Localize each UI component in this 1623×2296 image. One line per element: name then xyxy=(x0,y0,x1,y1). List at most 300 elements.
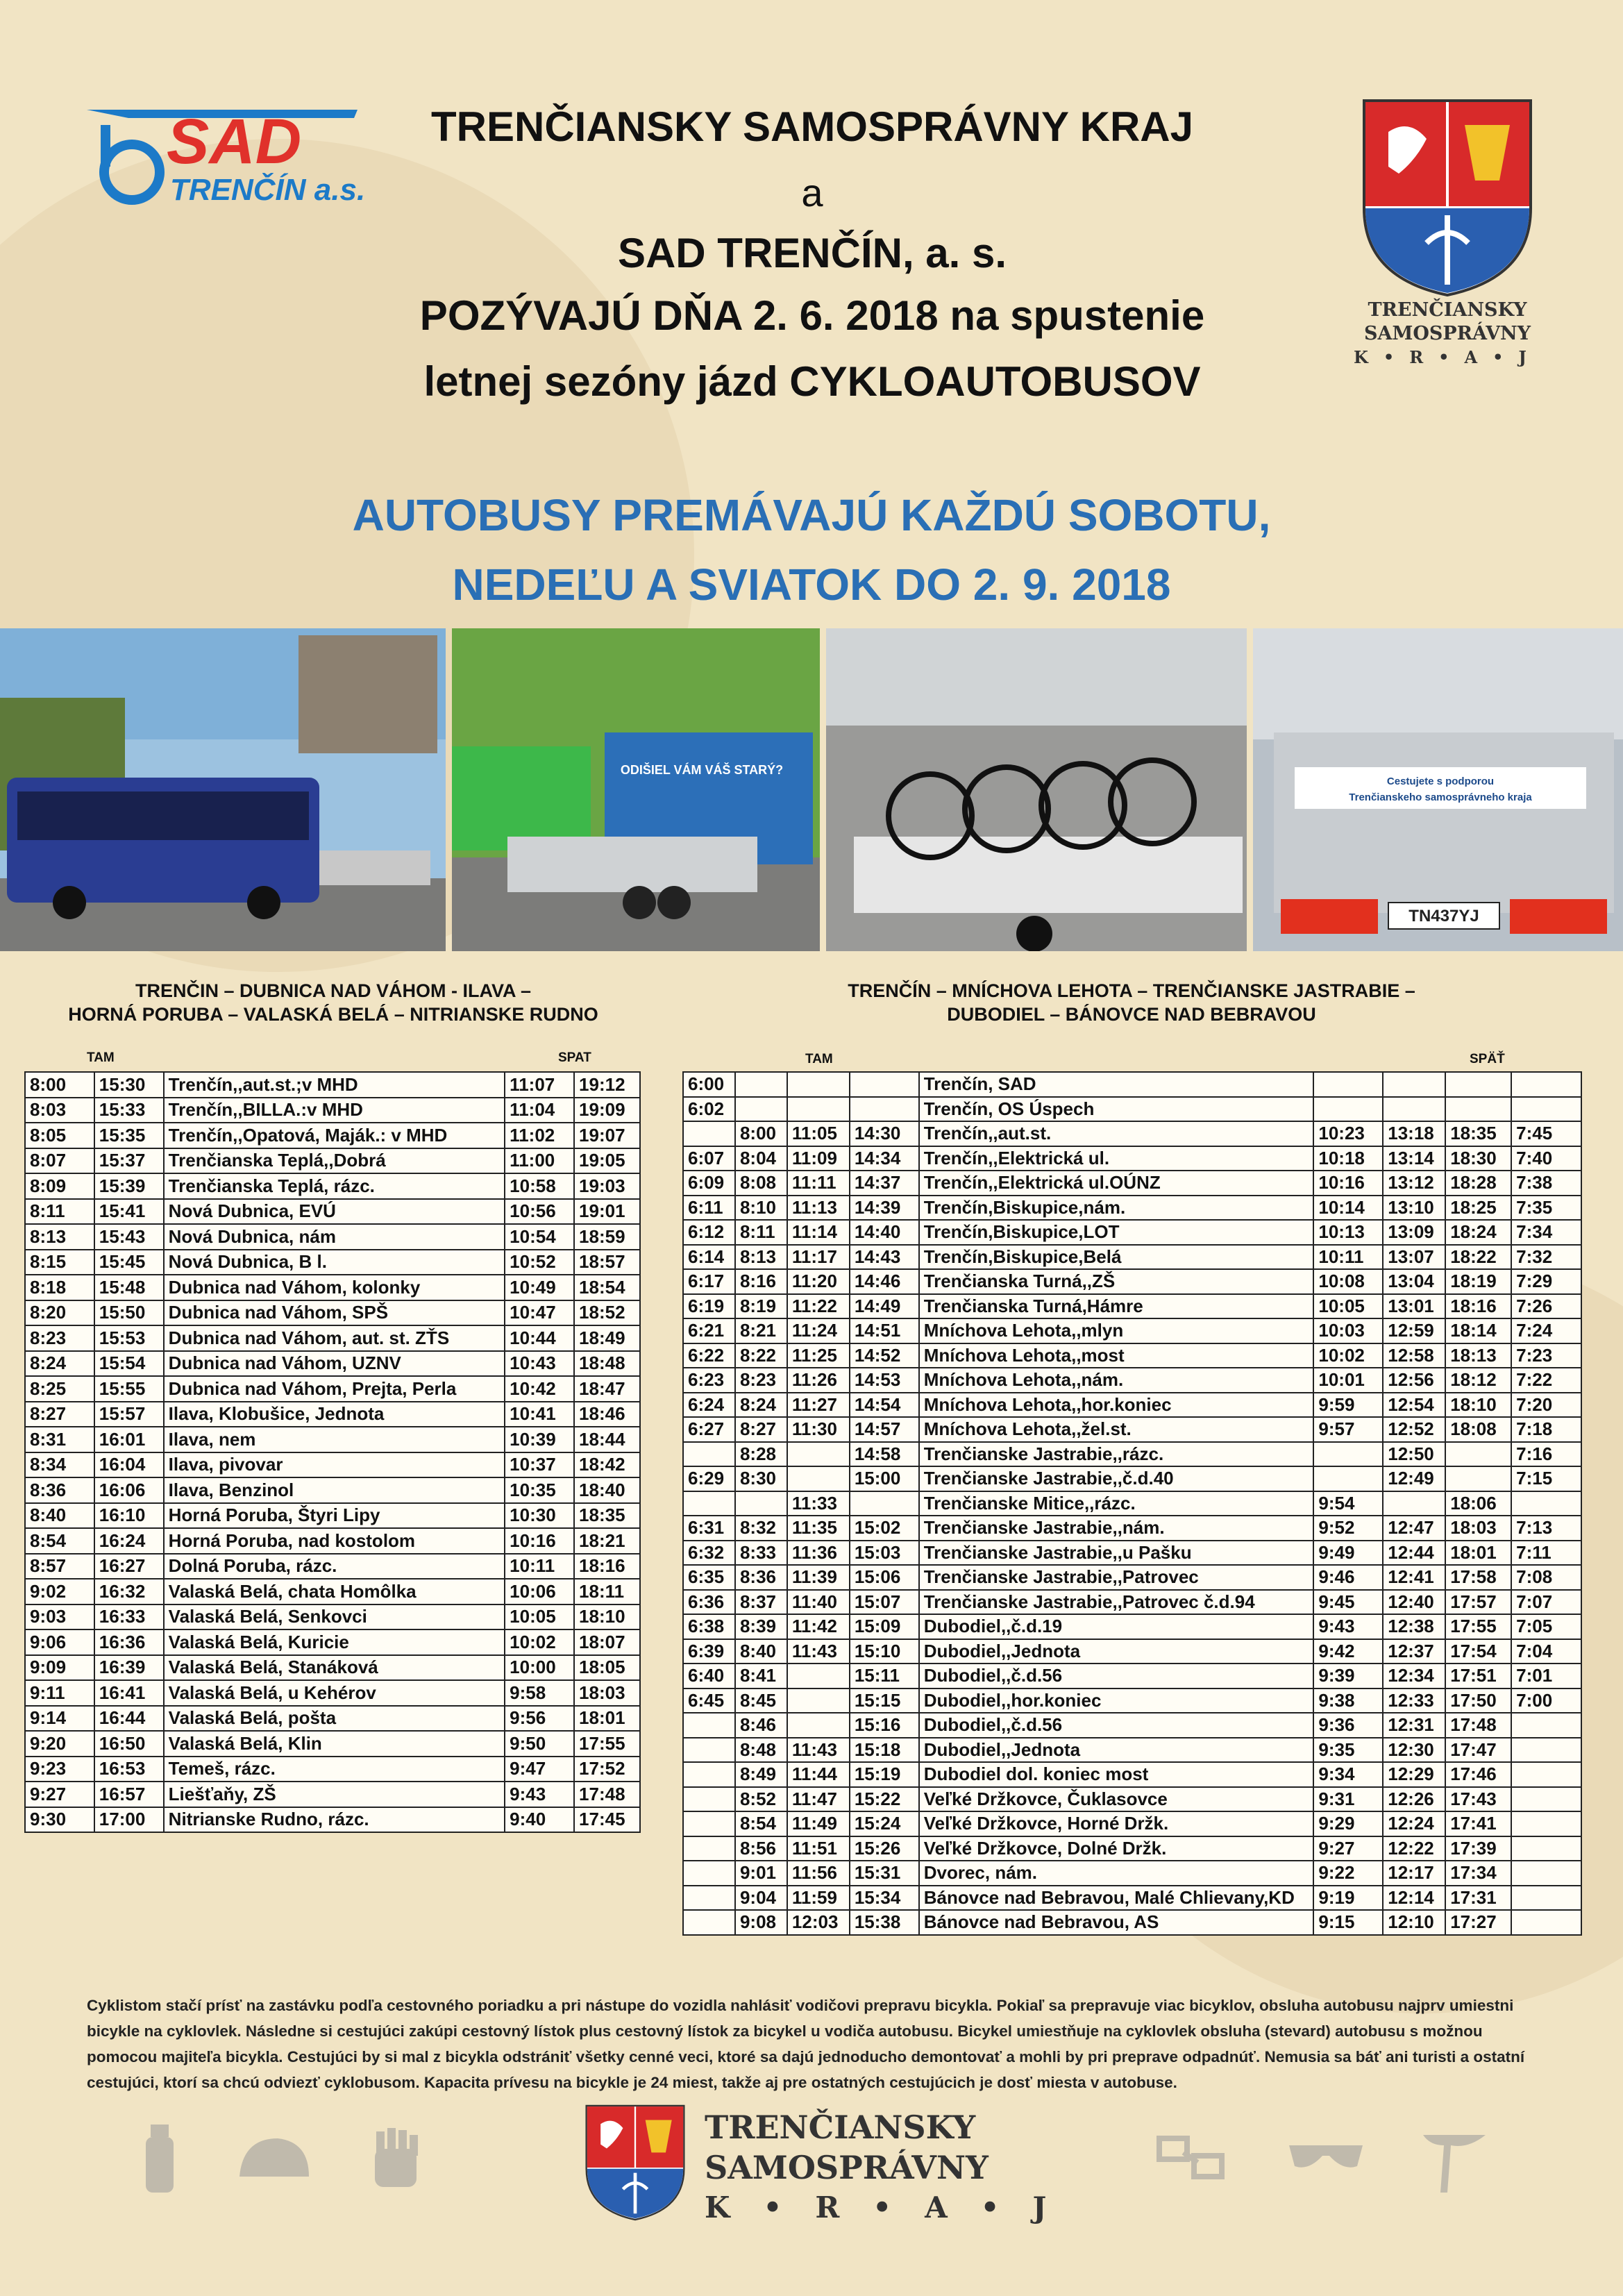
route2-time: 17:55 xyxy=(1445,1614,1511,1639)
route1-time: 10:58 xyxy=(505,1173,574,1199)
route1-row xyxy=(25,1351,640,1377)
route1-time: 17:55 xyxy=(574,1731,640,1757)
sad-logo-text: SAD xyxy=(167,106,302,177)
route2-time: 9:46 xyxy=(1313,1565,1383,1590)
route2-time: 15:16 xyxy=(850,1713,919,1738)
route2-time: 14:51 xyxy=(850,1318,919,1343)
route1-row xyxy=(25,1427,640,1452)
route1-time: 10:06 xyxy=(505,1579,574,1604)
route2-row xyxy=(683,1590,1581,1615)
pump-icon xyxy=(1420,2131,1489,2197)
route2-row xyxy=(683,1689,1581,1713)
route2-time: 6:45 xyxy=(683,1689,735,1713)
route1-row xyxy=(25,1477,640,1503)
route2-time: 9:52 xyxy=(1313,1516,1383,1541)
route2-time: 9:57 xyxy=(1313,1417,1383,1442)
route2-time: 8:41 xyxy=(735,1664,787,1689)
route2-time: 12:31 xyxy=(1383,1713,1445,1738)
route2-time: 8:11 xyxy=(735,1220,787,1245)
route2-time: 11:33 xyxy=(787,1491,850,1516)
route2-stop-name: Trenčianske Mitice,,rázc. xyxy=(919,1491,1314,1516)
route2-time: 7:11 xyxy=(1511,1541,1581,1566)
route2-time: 14:49 xyxy=(850,1294,919,1319)
route2-timetable xyxy=(682,1071,1582,1936)
route2-time: 15:02 xyxy=(850,1516,919,1541)
route2-stop-name: Dubodiel,,hor.koniec xyxy=(919,1689,1314,1713)
route1-time: 11:07 xyxy=(505,1072,574,1098)
route1-time: 16:01 xyxy=(94,1427,164,1452)
route2-time: 12:37 xyxy=(1383,1639,1445,1664)
route1-time: 15:43 xyxy=(94,1224,164,1250)
route1-time: 18:42 xyxy=(574,1452,640,1478)
route2-time: 12:56 xyxy=(1383,1368,1445,1393)
route2-stop-name: Veľké Držkovce, Dolné Držk. xyxy=(919,1836,1314,1861)
route1-time: 10:49 xyxy=(505,1275,574,1300)
route1-row xyxy=(25,1173,640,1199)
route1-row xyxy=(25,1402,640,1427)
route2-time xyxy=(735,1097,787,1122)
route2-time: 15:22 xyxy=(850,1787,919,1812)
route2-time: 8:36 xyxy=(735,1565,787,1590)
route1-stop-name: Trenčín,,Opatová, Maják.: v MHD xyxy=(164,1123,505,1148)
route1-time: 9:56 xyxy=(505,1706,574,1732)
route2-time: 17:51 xyxy=(1445,1664,1511,1689)
photo-bike-trailer xyxy=(452,628,820,951)
footer-name-line-3: K•R•A•J xyxy=(705,2190,1080,2224)
route2-label-tam: TAM xyxy=(805,1052,833,1066)
route1-time: 8:23 xyxy=(25,1325,94,1351)
route2-title xyxy=(680,979,1583,1026)
route2-time xyxy=(1511,1491,1581,1516)
route2-time: 8:10 xyxy=(735,1196,787,1221)
route2-time xyxy=(850,1072,919,1097)
route2-time: 8:48 xyxy=(735,1738,787,1763)
route2-time: 7:04 xyxy=(1511,1639,1581,1664)
route2-row xyxy=(683,1713,1581,1738)
route2-time: 15:06 xyxy=(850,1565,919,1590)
route1-time: 18:44 xyxy=(574,1427,640,1452)
route2-time: 8:08 xyxy=(735,1171,787,1196)
route2-time: 7:08 xyxy=(1511,1565,1581,1590)
route1-time: 8:05 xyxy=(25,1123,94,1148)
route2-stop-name: Dubodiel,,Jednota xyxy=(919,1738,1314,1763)
route1-time: 15:57 xyxy=(94,1402,164,1427)
route2-row xyxy=(683,1861,1581,1886)
route1-stop-name: Ilava, Klobušice, Jednota xyxy=(164,1402,505,1427)
route2-row xyxy=(683,1417,1581,1442)
sad-logo-sub: TRENČÍN a.s. xyxy=(170,173,364,207)
route2-time: 6:31 xyxy=(683,1516,735,1541)
route2-time: 8:23 xyxy=(735,1368,787,1393)
route2-time: 15:03 xyxy=(850,1541,919,1566)
route1-time: 16:53 xyxy=(94,1757,164,1782)
route1-time: 9:14 xyxy=(25,1706,94,1732)
route2-time: 18:28 xyxy=(1445,1171,1511,1196)
route2-time: 8:39 xyxy=(735,1614,787,1639)
route2-time: 14:30 xyxy=(850,1121,919,1146)
route1-time: 15:54 xyxy=(94,1351,164,1377)
route2-time xyxy=(1511,1836,1581,1861)
route2-time: 9:45 xyxy=(1313,1590,1383,1615)
route2-time: 13:10 xyxy=(1383,1196,1445,1221)
route2-time: 18:30 xyxy=(1445,1146,1511,1171)
route1-stop-name: Trenčín,,BILLA.:v MHD xyxy=(164,1098,505,1123)
photo-bus-trencin xyxy=(0,628,446,951)
route2-row xyxy=(683,1121,1581,1146)
route2-time: 15:11 xyxy=(850,1664,919,1689)
route1-time: 19:01 xyxy=(574,1199,640,1225)
route2-time xyxy=(1511,1097,1581,1122)
route1-row xyxy=(25,1807,640,1833)
route2-time: 6:29 xyxy=(683,1466,735,1491)
route2-time: 8:30 xyxy=(735,1466,787,1491)
route1-time: 19:09 xyxy=(574,1098,640,1123)
route2-stop-name: Trenčín,Biskupice,Belá xyxy=(919,1245,1314,1270)
route2-time: 17:47 xyxy=(1445,1738,1511,1763)
route2-time: 13:18 xyxy=(1383,1121,1445,1146)
route1-time: 18:49 xyxy=(574,1325,640,1351)
route2-time xyxy=(735,1491,787,1516)
route1-time: 8:00 xyxy=(25,1072,94,1098)
route2-time xyxy=(787,1664,850,1689)
route2-time: 11:39 xyxy=(787,1565,850,1590)
route2-time: 8:33 xyxy=(735,1541,787,1566)
route2-time xyxy=(1313,1442,1383,1467)
route2-time: 8:27 xyxy=(735,1417,787,1442)
route1-time: 10:11 xyxy=(505,1554,574,1579)
route1-time: 8:25 xyxy=(25,1376,94,1402)
route2-row xyxy=(683,1836,1581,1861)
route2-time: 14:57 xyxy=(850,1417,919,1442)
route2-time: 7:26 xyxy=(1511,1294,1581,1319)
route1-row xyxy=(25,1528,640,1554)
route2-time: 6:35 xyxy=(683,1565,735,1590)
route2-row xyxy=(683,1072,1581,1097)
route2-time: 9:15 xyxy=(1313,1910,1383,1935)
route2-time: 11:36 xyxy=(787,1541,850,1566)
route2-time: 12:52 xyxy=(1383,1417,1445,1442)
route1-time: 10:39 xyxy=(505,1427,574,1452)
route2-time xyxy=(683,1836,735,1861)
route2-time: 11:43 xyxy=(787,1738,850,1763)
route2-time: 14:37 xyxy=(850,1171,919,1196)
header-line-2: a xyxy=(801,171,823,215)
route1-time: 18:16 xyxy=(574,1554,640,1579)
route2-time: 10:08 xyxy=(1313,1269,1383,1294)
route2-time: 8:56 xyxy=(735,1836,787,1861)
route1-row xyxy=(25,1579,640,1604)
route1-time: 10:05 xyxy=(505,1604,574,1630)
route1-time: 18:01 xyxy=(574,1706,640,1732)
route2-stop-name: Mníchova Lehota,,nám. xyxy=(919,1368,1314,1393)
route2-time: 7:23 xyxy=(1511,1343,1581,1368)
route1-time: 16:24 xyxy=(94,1528,164,1554)
route2-row xyxy=(683,1442,1581,1467)
route1-time: 15:55 xyxy=(94,1376,164,1402)
route2-time: 11:26 xyxy=(787,1368,850,1393)
route2-time: 8:21 xyxy=(735,1318,787,1343)
route1-time: 10:41 xyxy=(505,1402,574,1427)
header-line-4: POZÝVAJÚ DŇA 2. 6. 2018 na spustenie xyxy=(419,292,1205,339)
route2-time: 11:47 xyxy=(787,1787,850,1812)
route1-time: 18:11 xyxy=(574,1579,640,1604)
route2-stop-name: Mníchova Lehota,,hor.koniec xyxy=(919,1393,1314,1418)
route1-time: 8:07 xyxy=(25,1148,94,1174)
route2-time: 13:09 xyxy=(1383,1220,1445,1245)
route1-row xyxy=(25,1655,640,1681)
route1-time: 18:48 xyxy=(574,1351,640,1377)
route2-stop-name: Trenčianska Turná,Hámre xyxy=(919,1294,1314,1319)
photo-bikes-on-trailer xyxy=(826,628,1247,951)
route2-time: 6:38 xyxy=(683,1614,735,1639)
route2-time: 17:41 xyxy=(1445,1811,1511,1836)
route2-time: 9:43 xyxy=(1313,1614,1383,1639)
route2-time xyxy=(1511,1762,1581,1787)
route2-time: 11:05 xyxy=(787,1121,850,1146)
route2-time xyxy=(683,1861,735,1886)
route1-row xyxy=(25,1604,640,1630)
route2-time: 7:20 xyxy=(1511,1393,1581,1418)
route1-stop-name: Valaská Belá, Stanáková xyxy=(164,1655,505,1681)
route1-time: 16:27 xyxy=(94,1554,164,1579)
route2-row xyxy=(683,1466,1581,1491)
route2-time: 6:09 xyxy=(683,1171,735,1196)
route2-time: 10:23 xyxy=(1313,1121,1383,1146)
route1-row xyxy=(25,1123,640,1148)
route2-time: 12:54 xyxy=(1383,1393,1445,1418)
route1-time: 17:52 xyxy=(574,1757,640,1782)
route2-label-spat: SPÄŤ xyxy=(1470,1052,1505,1066)
route1-stop-name: Valaská Belá, pošta xyxy=(164,1706,505,1732)
route1-title xyxy=(21,979,646,1026)
route1-row xyxy=(25,1300,640,1326)
route2-time: 11:43 xyxy=(787,1639,850,1664)
route2-time: 12:24 xyxy=(1383,1811,1445,1836)
route2-row xyxy=(683,1318,1581,1343)
route2-time: 8:54 xyxy=(735,1811,787,1836)
route2-time: 6:40 xyxy=(683,1664,735,1689)
route1-time: 9:09 xyxy=(25,1655,94,1681)
route2-time: 11:11 xyxy=(787,1171,850,1196)
route2-time: 10:01 xyxy=(1313,1368,1383,1393)
route1-time: 15:48 xyxy=(94,1275,164,1300)
route1-time: 10:35 xyxy=(505,1477,574,1503)
route2-stop-name: Bánovce nad Bebravou, AS xyxy=(919,1910,1314,1935)
announcement-line-2: NEDEĽU A SVIATOK DO 2. 9. 2018 xyxy=(452,560,1171,610)
route2-title-line-2: DUBODIEL – BÁNOVCE NAD BEBRAVOU xyxy=(947,1004,1316,1025)
route1-stop-name: Nitrianske Rudno, rázc. xyxy=(164,1807,505,1833)
route2-time: 13:07 xyxy=(1383,1245,1445,1270)
sad-logo xyxy=(80,97,364,208)
route2-time: 10:13 xyxy=(1313,1220,1383,1245)
glove-icon xyxy=(368,2128,423,2194)
route1-time: 9:58 xyxy=(505,1680,574,1706)
route2-row xyxy=(683,1343,1581,1368)
route2-time: 13:14 xyxy=(1383,1146,1445,1171)
route1-stop-name: Valaská Belá, Kuricie xyxy=(164,1629,505,1655)
route1-stop-name: Valaská Belá, Senkovci xyxy=(164,1604,505,1630)
route2-stop-name: Trenčín, OS Úspech xyxy=(919,1097,1314,1122)
route2-time: 7:16 xyxy=(1511,1442,1581,1467)
route2-time: 14:54 xyxy=(850,1393,919,1418)
route1-row xyxy=(25,1098,640,1123)
route2-time: 9:19 xyxy=(1313,1886,1383,1911)
route1-label-tam: TAM xyxy=(87,1050,115,1065)
route1-time: 8:36 xyxy=(25,1477,94,1503)
route1-time: 9:02 xyxy=(25,1579,94,1604)
route2-time xyxy=(1445,1466,1511,1491)
route2-time: 14:52 xyxy=(850,1343,919,1368)
route2-row xyxy=(683,1491,1581,1516)
route2-time xyxy=(683,1442,735,1467)
route2-time: 12:50 xyxy=(1383,1442,1445,1467)
route2-stop-name: Trenčianske Jastrabie,,Patrovec xyxy=(919,1565,1314,1590)
route2-time: 6:36 xyxy=(683,1590,735,1615)
route2-time: 9:59 xyxy=(1313,1393,1383,1418)
route2-row xyxy=(683,1146,1581,1171)
route2-time: 8:37 xyxy=(735,1590,787,1615)
route2-stop-name: Trenčín,Biskupice,LOT xyxy=(919,1220,1314,1245)
route1-time: 18:59 xyxy=(574,1224,640,1250)
route2-time: 11:14 xyxy=(787,1220,850,1245)
route2-time: 17:34 xyxy=(1445,1861,1511,1886)
route2-time: 12:29 xyxy=(1383,1762,1445,1787)
route1-time: 16:36 xyxy=(94,1629,164,1655)
route2-time: 18:10 xyxy=(1445,1393,1511,1418)
route1-time: 10:00 xyxy=(505,1655,574,1681)
route1-stop-name: Valaská Belá, Klin xyxy=(164,1731,505,1757)
route1-timetable xyxy=(24,1071,641,1833)
route1-row xyxy=(25,1757,640,1782)
route1-time: 18:10 xyxy=(574,1604,640,1630)
route2-time: 15:15 xyxy=(850,1689,919,1713)
route1-time: 15:35 xyxy=(94,1123,164,1148)
route2-time: 6:24 xyxy=(683,1393,735,1418)
route2-time: 6:11 xyxy=(683,1196,735,1221)
route1-time: 16:50 xyxy=(94,1731,164,1757)
route1-time: 18:07 xyxy=(574,1629,640,1655)
route2-time: 18:16 xyxy=(1445,1294,1511,1319)
route2-time: 12:17 xyxy=(1383,1861,1445,1886)
route2-stop-name: Mníchova Lehota,,žel.st. xyxy=(919,1417,1314,1442)
route2-time: 14:43 xyxy=(850,1245,919,1270)
route2-time xyxy=(1511,1713,1581,1738)
route2-time: 18:35 xyxy=(1445,1121,1511,1146)
route2-time: 7:13 xyxy=(1511,1516,1581,1541)
route2-time: 15:09 xyxy=(850,1614,919,1639)
route1-time: 15:50 xyxy=(94,1300,164,1326)
route2-row xyxy=(683,1245,1581,1270)
route1-row xyxy=(25,1706,640,1732)
route2-time: 10:05 xyxy=(1313,1294,1383,1319)
route1-time: 17:48 xyxy=(574,1782,640,1807)
route1-time: 9:30 xyxy=(25,1807,94,1833)
route2-stop-name: Mníchova Lehota,,most xyxy=(919,1343,1314,1368)
route1-time: 16:10 xyxy=(94,1503,164,1529)
route2-time: 14:53 xyxy=(850,1368,919,1393)
tsk-name-line-2: SAMOSPRÁVNY xyxy=(1364,323,1531,344)
route2-time xyxy=(1511,1910,1581,1935)
route1-row xyxy=(25,1503,640,1529)
route2-row xyxy=(683,1565,1581,1590)
route2-time: 15:10 xyxy=(850,1639,919,1664)
route2-time: 7:22 xyxy=(1511,1368,1581,1393)
route2-time: 18:03 xyxy=(1445,1516,1511,1541)
route2-stop-name: Dubodiel dol. koniec most xyxy=(919,1762,1314,1787)
route2-time: 15:34 xyxy=(850,1886,919,1911)
route2-time xyxy=(1445,1097,1511,1122)
route2-time: 17:43 xyxy=(1445,1787,1511,1812)
route2-time: 7:32 xyxy=(1511,1245,1581,1270)
route1-stop-name: Temeš, rázc. xyxy=(164,1757,505,1782)
route1-time: 8:20 xyxy=(25,1300,94,1326)
route1-stop-name: Dubnica nad Váhom, UZNV xyxy=(164,1351,505,1377)
route2-time xyxy=(683,1121,735,1146)
route1-stop-name: Dubnica nad Váhom, Prejta, Perla xyxy=(164,1376,505,1402)
route2-stop-name: Trenčianska Turná,,ZŠ xyxy=(919,1269,1314,1294)
route1-time: 8:31 xyxy=(25,1427,94,1452)
route2-time: 6:14 xyxy=(683,1245,735,1270)
route1-stop-name: Trenčianska Teplá,,Dobrá xyxy=(164,1148,505,1174)
route2-time: 7:40 xyxy=(1511,1146,1581,1171)
route2-row xyxy=(683,1541,1581,1566)
route2-time: 10:16 xyxy=(1313,1171,1383,1196)
route1-time: 15:30 xyxy=(94,1072,164,1098)
route1-time: 15:45 xyxy=(94,1250,164,1275)
route1-row xyxy=(25,1250,640,1275)
route2-time: 8:45 xyxy=(735,1689,787,1713)
route2-time: 9:29 xyxy=(1313,1811,1383,1836)
route1-time: 10:52 xyxy=(505,1250,574,1275)
route2-time: 11:20 xyxy=(787,1269,850,1294)
route2-time: 8:46 xyxy=(735,1713,787,1738)
route1-time: 15:39 xyxy=(94,1173,164,1199)
route2-time: 18:08 xyxy=(1445,1417,1511,1442)
route2-time: 9:04 xyxy=(735,1886,787,1911)
route1-time: 8:40 xyxy=(25,1503,94,1529)
route1-time: 9:20 xyxy=(25,1731,94,1757)
route1-stop-name: Nová Dubnica, EVÚ xyxy=(164,1199,505,1225)
route1-time: 19:07 xyxy=(574,1123,640,1148)
route2-time: 15:18 xyxy=(850,1738,919,1763)
route2-time xyxy=(1383,1491,1445,1516)
route2-time: 14:58 xyxy=(850,1442,919,1467)
route1-row xyxy=(25,1554,640,1579)
route1-time: 8:27 xyxy=(25,1402,94,1427)
route1-row xyxy=(25,1629,640,1655)
header-line-5: letnej sezóny jázd CYKLOAUTOBUSOV xyxy=(423,358,1201,405)
route2-time: 7:24 xyxy=(1511,1318,1581,1343)
route1-row xyxy=(25,1072,640,1098)
route1-stop-name: Dubnica nad Váhom, SPŠ xyxy=(164,1300,505,1326)
route2-row xyxy=(683,1269,1581,1294)
route2-time: 7:38 xyxy=(1511,1171,1581,1196)
route2-row xyxy=(683,1811,1581,1836)
route2-time: 9:22 xyxy=(1313,1861,1383,1886)
sunglasses-icon xyxy=(1288,2142,1364,2177)
route2-time: 6:02 xyxy=(683,1097,735,1122)
route2-time: 12:14 xyxy=(1383,1886,1445,1911)
route2-time: 18:01 xyxy=(1445,1541,1511,1566)
route2-time: 15:31 xyxy=(850,1861,919,1886)
route2-time: 18:12 xyxy=(1445,1368,1511,1393)
route1-time: 18:52 xyxy=(574,1300,640,1326)
photo-license-plate: TN437YJ xyxy=(1408,907,1479,925)
route1-time: 17:45 xyxy=(574,1807,640,1833)
route2-time: 12:44 xyxy=(1383,1541,1445,1566)
route1-time: 11:02 xyxy=(505,1123,574,1148)
route2-time: 7:29 xyxy=(1511,1269,1581,1294)
